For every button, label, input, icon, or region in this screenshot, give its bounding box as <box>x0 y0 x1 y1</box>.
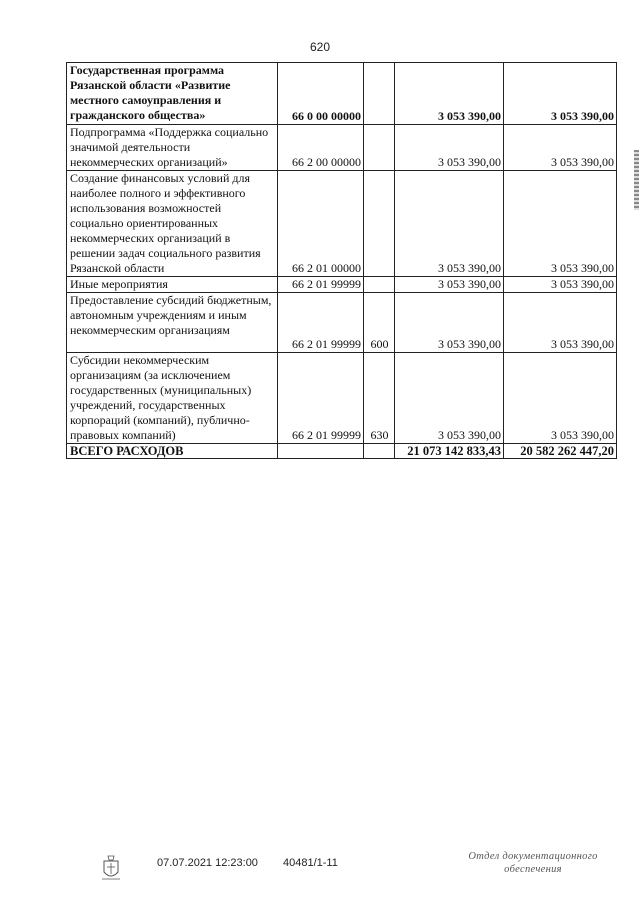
scan-edge-mark <box>634 150 639 210</box>
table-row <box>67 171 617 277</box>
row-code: 66 0 00 00000 <box>278 63 364 125</box>
row-name: Иные мероприятия <box>67 277 278 293</box>
row-expense-type <box>364 63 395 125</box>
row-amount-2022: 3 053 390,00 <box>395 353 504 444</box>
footer-doc-number: 40481/1-11 <box>283 857 338 869</box>
stamp-line: обеспечения <box>504 864 562 875</box>
table-row <box>67 293 617 353</box>
table-row <box>67 63 617 125</box>
total-row <box>67 444 617 459</box>
page-number: 620 <box>309 40 331 54</box>
row-name: Подпрограмма «Поддержка социально значимой деятельности некоммерческих организаций» <box>67 125 278 171</box>
row-name: Субсидии некоммерческим организациям (за исключением государственных (муниципальных) учреждений, государственных корпораций (компаний), публично-правовых компаний) <box>67 353 278 444</box>
row-expense-type: 600 <box>364 293 395 353</box>
row-expense-type: 630 <box>364 353 395 444</box>
row-code: 66 2 01 99999 <box>278 293 364 353</box>
row-expense-type <box>364 277 395 293</box>
row-amount-2022: 3 053 390,00 <box>395 171 504 277</box>
row-amount-2023: 3 053 390,00 <box>504 277 617 293</box>
total-label: ВСЕГО РАСХОДОВ <box>67 444 278 459</box>
row-expense-type <box>364 171 395 277</box>
row-amount-2022: 3 053 390,00 <box>395 277 504 293</box>
row-amount-2023: 3 053 390,00 <box>504 293 617 353</box>
row-name: Государственная программа Рязанской области «Развитие местного самоуправления и гражданского общества» <box>67 63 278 125</box>
total-code <box>278 444 364 459</box>
budget-table <box>66 62 617 459</box>
row-name: Создание финансовых условий для наиболее полного и эффективного использования возможностей социально ориентированных некоммерческих организаций в решении задач социального развития Рязанской области <box>67 171 278 277</box>
table-row <box>67 353 617 444</box>
coat-of-arms-icon <box>100 852 122 882</box>
row-amount-2022: 3 053 390,00 <box>395 293 504 353</box>
row-amount-2022: 3 053 390,00 <box>395 63 504 125</box>
total-amount-2022: 21 073 142 833,43 <box>395 444 504 459</box>
stamp-line: Отдел документационного <box>468 851 598 862</box>
row-amount-2023: 3 053 390,00 <box>504 171 617 277</box>
row-amount-2023: 3 053 390,00 <box>504 353 617 444</box>
row-code: 66 2 01 99999 <box>278 277 364 293</box>
department-stamp <box>448 850 618 876</box>
row-expense-type <box>364 125 395 171</box>
footer-datetime: 07.07.2021 12:23:00 <box>157 857 258 869</box>
row-amount-2023: 3 053 390,00 <box>504 125 617 171</box>
row-code: 66 2 01 00000 <box>278 171 364 277</box>
row-code: 66 2 00 00000 <box>278 125 364 171</box>
table-row <box>67 125 617 171</box>
row-code: 66 2 01 99999 <box>278 353 364 444</box>
row-name: Предоставление субсидий бюджетным, автономным учреждениям и иным некоммерческим организациям <box>67 293 278 353</box>
table-row <box>67 277 617 293</box>
total-expense-type <box>364 444 395 459</box>
row-amount-2023: 3 053 390,00 <box>504 63 617 125</box>
row-amount-2022: 3 053 390,00 <box>395 125 504 171</box>
total-amount-2023: 20 582 262 447,20 <box>504 444 617 459</box>
